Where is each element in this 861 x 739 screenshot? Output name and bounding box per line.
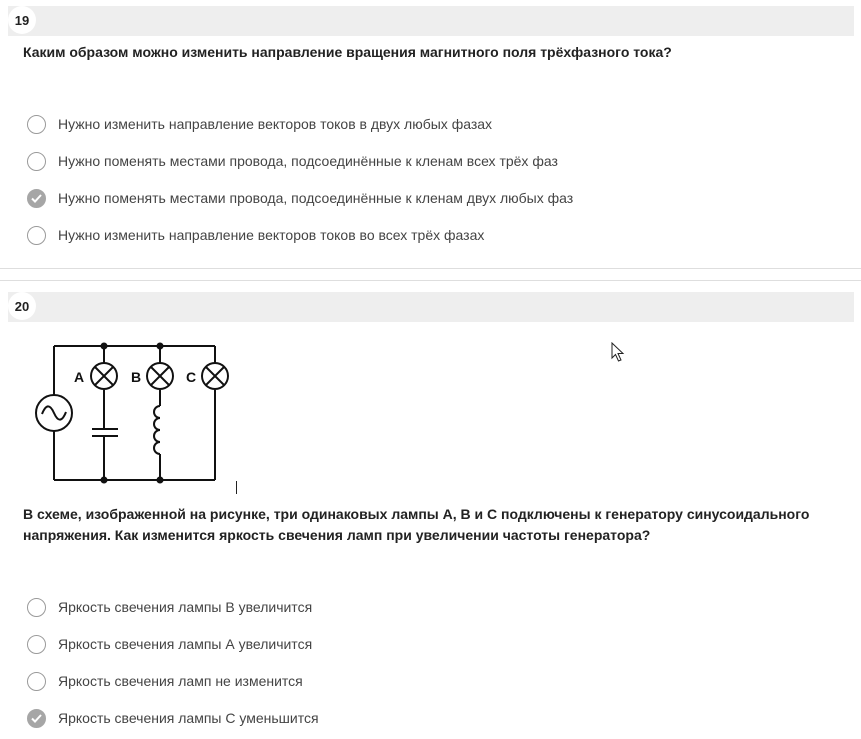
section-divider [0,280,861,281]
q19-option-1[interactable] [27,114,492,134]
option-label: Нужно изменить направление векторов токов во всех трёх фазах [58,227,485,243]
lamp-label-b: B [131,369,142,385]
option-label: Нужно поменять местами провода, подсоединённые к кленам всех трёх фаз [58,153,558,169]
text-caret [236,481,237,494]
q20-option-3[interactable] [27,671,303,691]
q20-option-1[interactable] [27,597,312,617]
radio-button[interactable] [27,672,46,691]
option-label: Яркость свечения лампы А увеличится [58,636,313,652]
radio-button[interactable] [27,635,46,654]
radio-button[interactable] [27,115,46,134]
question-20-header [8,292,854,322]
option-label: Нужно поменять местами провода, подсоединённые к кленам двух любых фаз [58,190,574,206]
question-number: 20 [8,292,36,320]
question-number: 19 [8,6,36,34]
lamp-label-c: C [186,369,197,385]
option-label: Яркость свечения ламп не изменится [58,673,303,689]
checkmark-icon [31,714,42,723]
section-divider [0,268,861,269]
radio-button[interactable] [27,598,46,617]
q19-option-4[interactable] [27,225,484,245]
radio-button-checked[interactable] [27,709,46,728]
q20-option-4[interactable] [27,708,319,728]
question-19-text: Каким образом можно изменить направление вращения магнитного поля трёхфазного тока? [23,44,672,60]
radio-button[interactable] [27,152,46,171]
q20-option-2[interactable] [27,634,312,654]
lamp-label-a: A [74,369,85,385]
checkmark-icon [31,194,42,203]
radio-button-checked[interactable] [27,189,46,208]
option-label: Нужно изменить направление векторов токов в двух любых фазах [58,116,493,132]
circuit-diagram [28,338,238,486]
mouse-pointer-icon [611,342,625,362]
radio-button[interactable] [27,226,46,245]
q19-option-2[interactable] [27,151,558,171]
question-20-text: В схеме, изображенной на рисунке, три одинаковых лампы A, B и C подключены к генератору синусоидального напряжения. Как изменится яркость свечения ламп при увеличении частоты генератора? [23,506,810,543]
question-19-header [8,6,854,36]
option-label: Яркость свечения лампы В увеличится [58,599,313,615]
option-label: Яркость свечения лампы С уменьшится [58,710,319,726]
q19-option-3[interactable] [27,188,573,208]
